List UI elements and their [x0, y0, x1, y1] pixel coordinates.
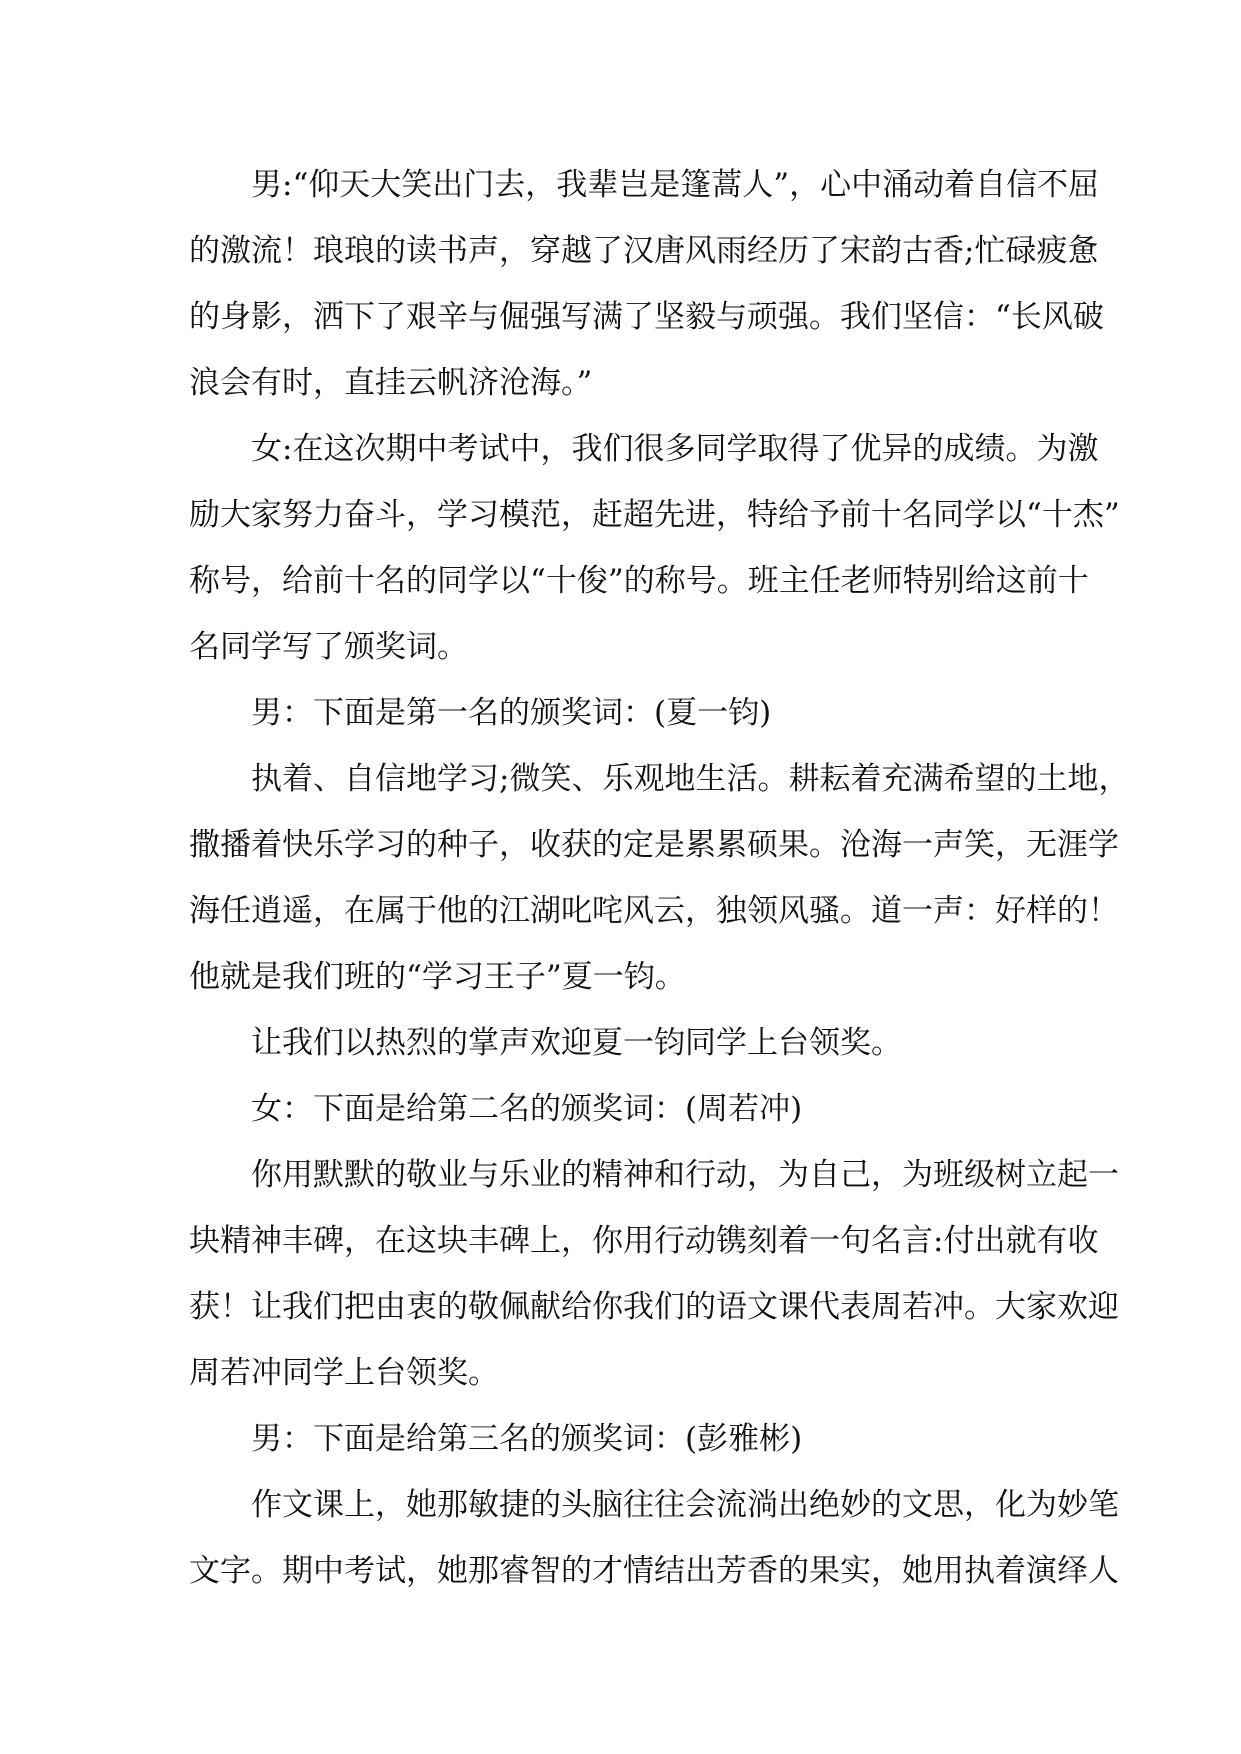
text-line: 执着、自信地学习;微笑、乐观地生活。耕耘着充满希望的土地，	[251, 761, 1130, 797]
text-line: 浪会有时，直挂云帆济沧海。”	[189, 365, 593, 401]
text-line: 的身影，洒下了艰辛与倔强写满了坚毅与顽强。我们坚信：“长风破	[189, 299, 1104, 335]
text-line: 你用默默的敬业与乐业的精神和行动，为自己，为班级树立起一	[251, 1157, 1119, 1193]
text-line: 作文课上，她那敏捷的头脑往往会流淌出绝妙的文思，化为妙笔	[251, 1487, 1119, 1523]
text-line: 文字。期中考试，她那睿智的才情结出芳香的果实，她用执着演绎人	[189, 1553, 1119, 1589]
document-body	[189, 152, 1130, 1604]
text-line: 的激流！琅琅的读书声，穿越了汉唐风雨经历了宋韵古香;忙碌疲惫	[189, 233, 1099, 269]
text-line: 名同学写了颁奖词。	[189, 629, 468, 665]
text-line: 撒播着快乐学习的种子，收获的定是累累硕果。沧海一声笑，无涯学	[189, 827, 1119, 863]
text-line: 男：下面是第一名的颁奖词：(夏一钧)	[251, 695, 772, 731]
text-line: 获！让我们把由衷的敬佩献给你我们的语文课代表周若冲。大家欢迎	[189, 1289, 1119, 1325]
text-line: 女:在这次期中考试中，我们很多同学取得了优异的成绩。为激	[251, 431, 1099, 467]
text-line: 男:“仰天大笑出门去，我辈岂是篷蒿人”，心中涌动着自信不屈	[251, 167, 1100, 203]
text-line: 块精神丰碑，在这块丰碑上，你用行动镌刻着一句名言:付出就有收	[189, 1223, 1099, 1259]
text-line: 女：下面是给第二名的颁奖词：(周若冲)	[251, 1091, 803, 1127]
text-line: 男：下面是给第三名的颁奖词：(彭雅彬)	[251, 1421, 803, 1457]
text-line: 周若冲同学上台领奖。	[189, 1355, 499, 1391]
text-line: 让我们以热烈的掌声欢迎夏一钧同学上台领奖。	[251, 1025, 902, 1061]
text-line: 励大家努力奋斗，学习模范，赶超先进，特给予前十名同学以“十杰”	[189, 497, 1120, 533]
text-line: 他就是我们班的“学习王子”夏一钧。	[189, 959, 686, 995]
text-line: 海任逍遥，在属于他的江湖叱咤风云，独领风骚。道一声：好样的！	[189, 893, 1119, 929]
text-line: 称号，给前十名的同学以“十俊”的称号。班主任老师特别给这前十	[189, 563, 1089, 599]
